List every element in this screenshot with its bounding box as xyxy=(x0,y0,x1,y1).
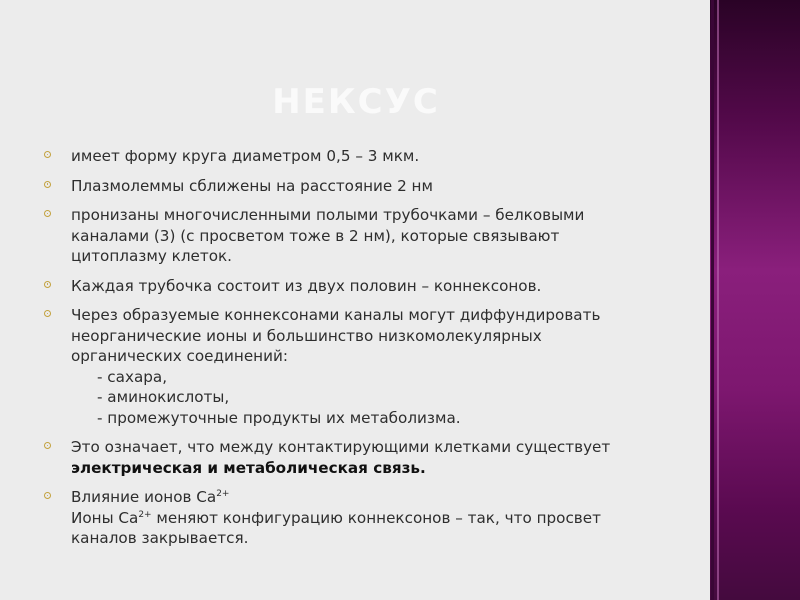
list-item xyxy=(44,146,684,167)
bullet-text-line: каналов закрывается. xyxy=(71,529,249,547)
list-item xyxy=(44,487,684,549)
bullet-icon xyxy=(44,310,51,317)
bullet-text-line xyxy=(71,487,684,508)
sub-item: - аминокислоты, xyxy=(97,388,230,406)
bullet-text-line: цитоплазму клеток. xyxy=(71,247,233,265)
bullet-text: Каждая трубочка состоит из двух половин – коннексонов. xyxy=(71,276,542,295)
list-item xyxy=(44,437,684,478)
decorative-side-line-highlight xyxy=(717,0,719,600)
charge-superscript: 2+ xyxy=(216,489,230,499)
bullet-icon xyxy=(44,442,51,449)
bullet-icon xyxy=(44,210,51,217)
list-item xyxy=(44,176,684,197)
bullet-icon xyxy=(44,492,51,499)
bullet-icon xyxy=(44,181,51,188)
list-item xyxy=(44,205,684,267)
bullet-text: Плазмолеммы сближены на расстояние 2 нм xyxy=(71,176,433,195)
ion-label: Влияние ионов Са xyxy=(71,488,217,506)
emphasis-text: электрическая и метаболическая связь. xyxy=(71,458,426,477)
ion-label: Ионы Са xyxy=(71,508,139,527)
bullet-text-line: органических соединений: xyxy=(71,347,288,365)
list-item xyxy=(44,305,684,428)
bullet-text-line: каналами (3) (с просветом тоже в 2 нм), которые связывают xyxy=(71,226,560,245)
bullet-text-line: Через образуемые коннексонами каналы могут диффундировать xyxy=(71,306,601,324)
bullet-icon xyxy=(44,151,51,158)
bullet-icon xyxy=(44,281,51,288)
bullet-text: меняют конфигурацию коннексонов – так, что просвет xyxy=(151,508,601,527)
bullet-text-line: пронизаны многочисленными полыми трубочками – белковыми xyxy=(71,206,585,224)
bullet-list xyxy=(44,146,684,558)
bullet-text: имеет форму круга диаметром 0,5 – 3 мкм. xyxy=(71,147,420,165)
bullet-text-line: неорганические ионы и большинство низкомолекулярных xyxy=(71,326,542,345)
slide-title: НЕКСУС xyxy=(272,82,440,122)
decorative-side-bar xyxy=(710,0,800,600)
bullet-text-line xyxy=(71,508,684,529)
sub-item: - промежуточные продукты их метаболизма. xyxy=(97,408,461,427)
sub-item: - сахара, xyxy=(97,367,168,386)
charge-superscript: 2+ xyxy=(138,509,152,520)
list-item xyxy=(44,276,684,297)
bullet-text: Это означает, что между контактирующими клетками существует xyxy=(71,438,611,456)
